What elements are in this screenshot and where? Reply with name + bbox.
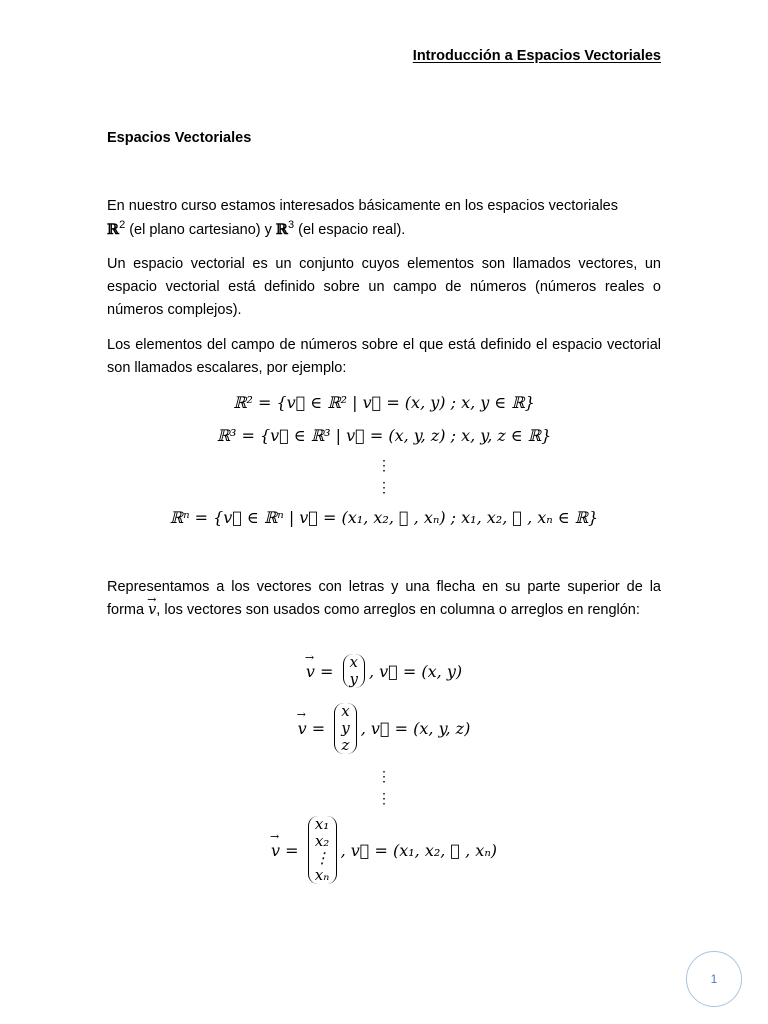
paragraph-intro-line1: En nuestro curso estamos interesados básicamente en los espacios vectoriales bbox=[107, 198, 618, 214]
vertical-ellipsis-3: ⋮ bbox=[377, 769, 391, 785]
column-entry: y bbox=[341, 719, 350, 737]
r2-symbol: ℝ bbox=[107, 221, 120, 238]
row-vector-2d: , v⃗ = (x, y) bbox=[369, 661, 463, 681]
section-title: Espacios Vectoriales bbox=[107, 130, 252, 146]
r2-exponent: 2 bbox=[119, 219, 126, 232]
equation-r2: ℝ² = {v⃗ ∈ ℝ² | v⃗ = (x, y) ; x, y ∈ ℝ} bbox=[233, 393, 535, 412]
column-entry: x₁ bbox=[314, 815, 330, 833]
vector-symbol: → v bbox=[298, 719, 307, 738]
page-number: 1 bbox=[710, 972, 718, 986]
paragraph-notation-start: Representamos a los vectores con letras y una flecha en su parte superior de la forma bbox=[107, 579, 661, 618]
paragraph-definition: Un espacio vectorial es un conjunto cuyos elementos son llamados vectores, un espacio vectorial está definido sobre un campo de números (números reales o números complejos). bbox=[107, 256, 661, 318]
column-entry: x₂ bbox=[314, 832, 330, 850]
column-entry: ⋮ bbox=[314, 849, 330, 867]
column-entry: z bbox=[341, 736, 350, 754]
vector-symbol: → v bbox=[271, 841, 280, 860]
column-vector-3d bbox=[334, 703, 356, 754]
column-entry: y bbox=[349, 670, 358, 688]
equation-rn: ℝⁿ = {v⃗ ∈ ℝⁿ | v⃗ = (x₁, x₂, ⋯ , xₙ) ; x₁, x₂, ⋯ , xₙ ∈ ℝ} bbox=[169, 508, 599, 527]
column-vector-nd bbox=[308, 816, 337, 884]
column-entry: x bbox=[341, 702, 350, 720]
vector-symbol: → v bbox=[306, 662, 315, 681]
paragraph-intro bbox=[107, 195, 661, 242]
paragraph-notation-end: , los vectores son usados como arreglos en columna o arreglos en renglón: bbox=[156, 602, 640, 618]
paragraph-intro-end: (el espacio real). bbox=[294, 222, 406, 238]
row-vector-3d: , v⃗ = (x, y, z) bbox=[360, 719, 471, 738]
r3-exponent: 3 bbox=[287, 219, 295, 232]
paragraph-scalars: Los elementos del campo de números sobre el que está definido el espacio vectorial son llamados escalares, por ejemplo: bbox=[107, 337, 661, 376]
column-entry: xₙ bbox=[314, 866, 330, 884]
vertical-ellipsis-1: ⋮ bbox=[377, 458, 391, 474]
equation-vector-2d: → v = x y , v⃗ = (x, y) bbox=[0, 654, 768, 688]
paragraph-notation bbox=[107, 576, 661, 622]
r3-symbol: ℝ bbox=[275, 221, 288, 238]
equation-vector-nd: → v = x₁ x₂ ⋮ xₙ , v⃗ = (x₁, x₂, ⋯ , xₙ) bbox=[0, 816, 768, 884]
row-vector-nd: , v⃗ = (x₁, x₂, ⋯ , xₙ) bbox=[340, 840, 498, 860]
vertical-ellipsis-2: ⋮ bbox=[377, 480, 391, 496]
vertical-ellipsis-4: ⋮ bbox=[377, 791, 391, 807]
equation-r3: ℝ³ = {v⃗ ∈ ℝ³ | v⃗ = (x, y, z) ; x, y, z ∈ ℝ} bbox=[216, 426, 552, 445]
column-entry: x bbox=[349, 653, 358, 671]
paragraph-intro-mid: (el plano cartesiano) y bbox=[125, 222, 276, 238]
page-number-badge bbox=[686, 951, 742, 1007]
equation-vector-3d: → v = x y z , v⃗ = (x, y, z) bbox=[0, 703, 768, 754]
column-vector-2d bbox=[343, 654, 365, 688]
vector-symbol: → v bbox=[148, 599, 156, 622]
document-header-title: Introducción a Espacios Vectoriales bbox=[412, 48, 661, 64]
